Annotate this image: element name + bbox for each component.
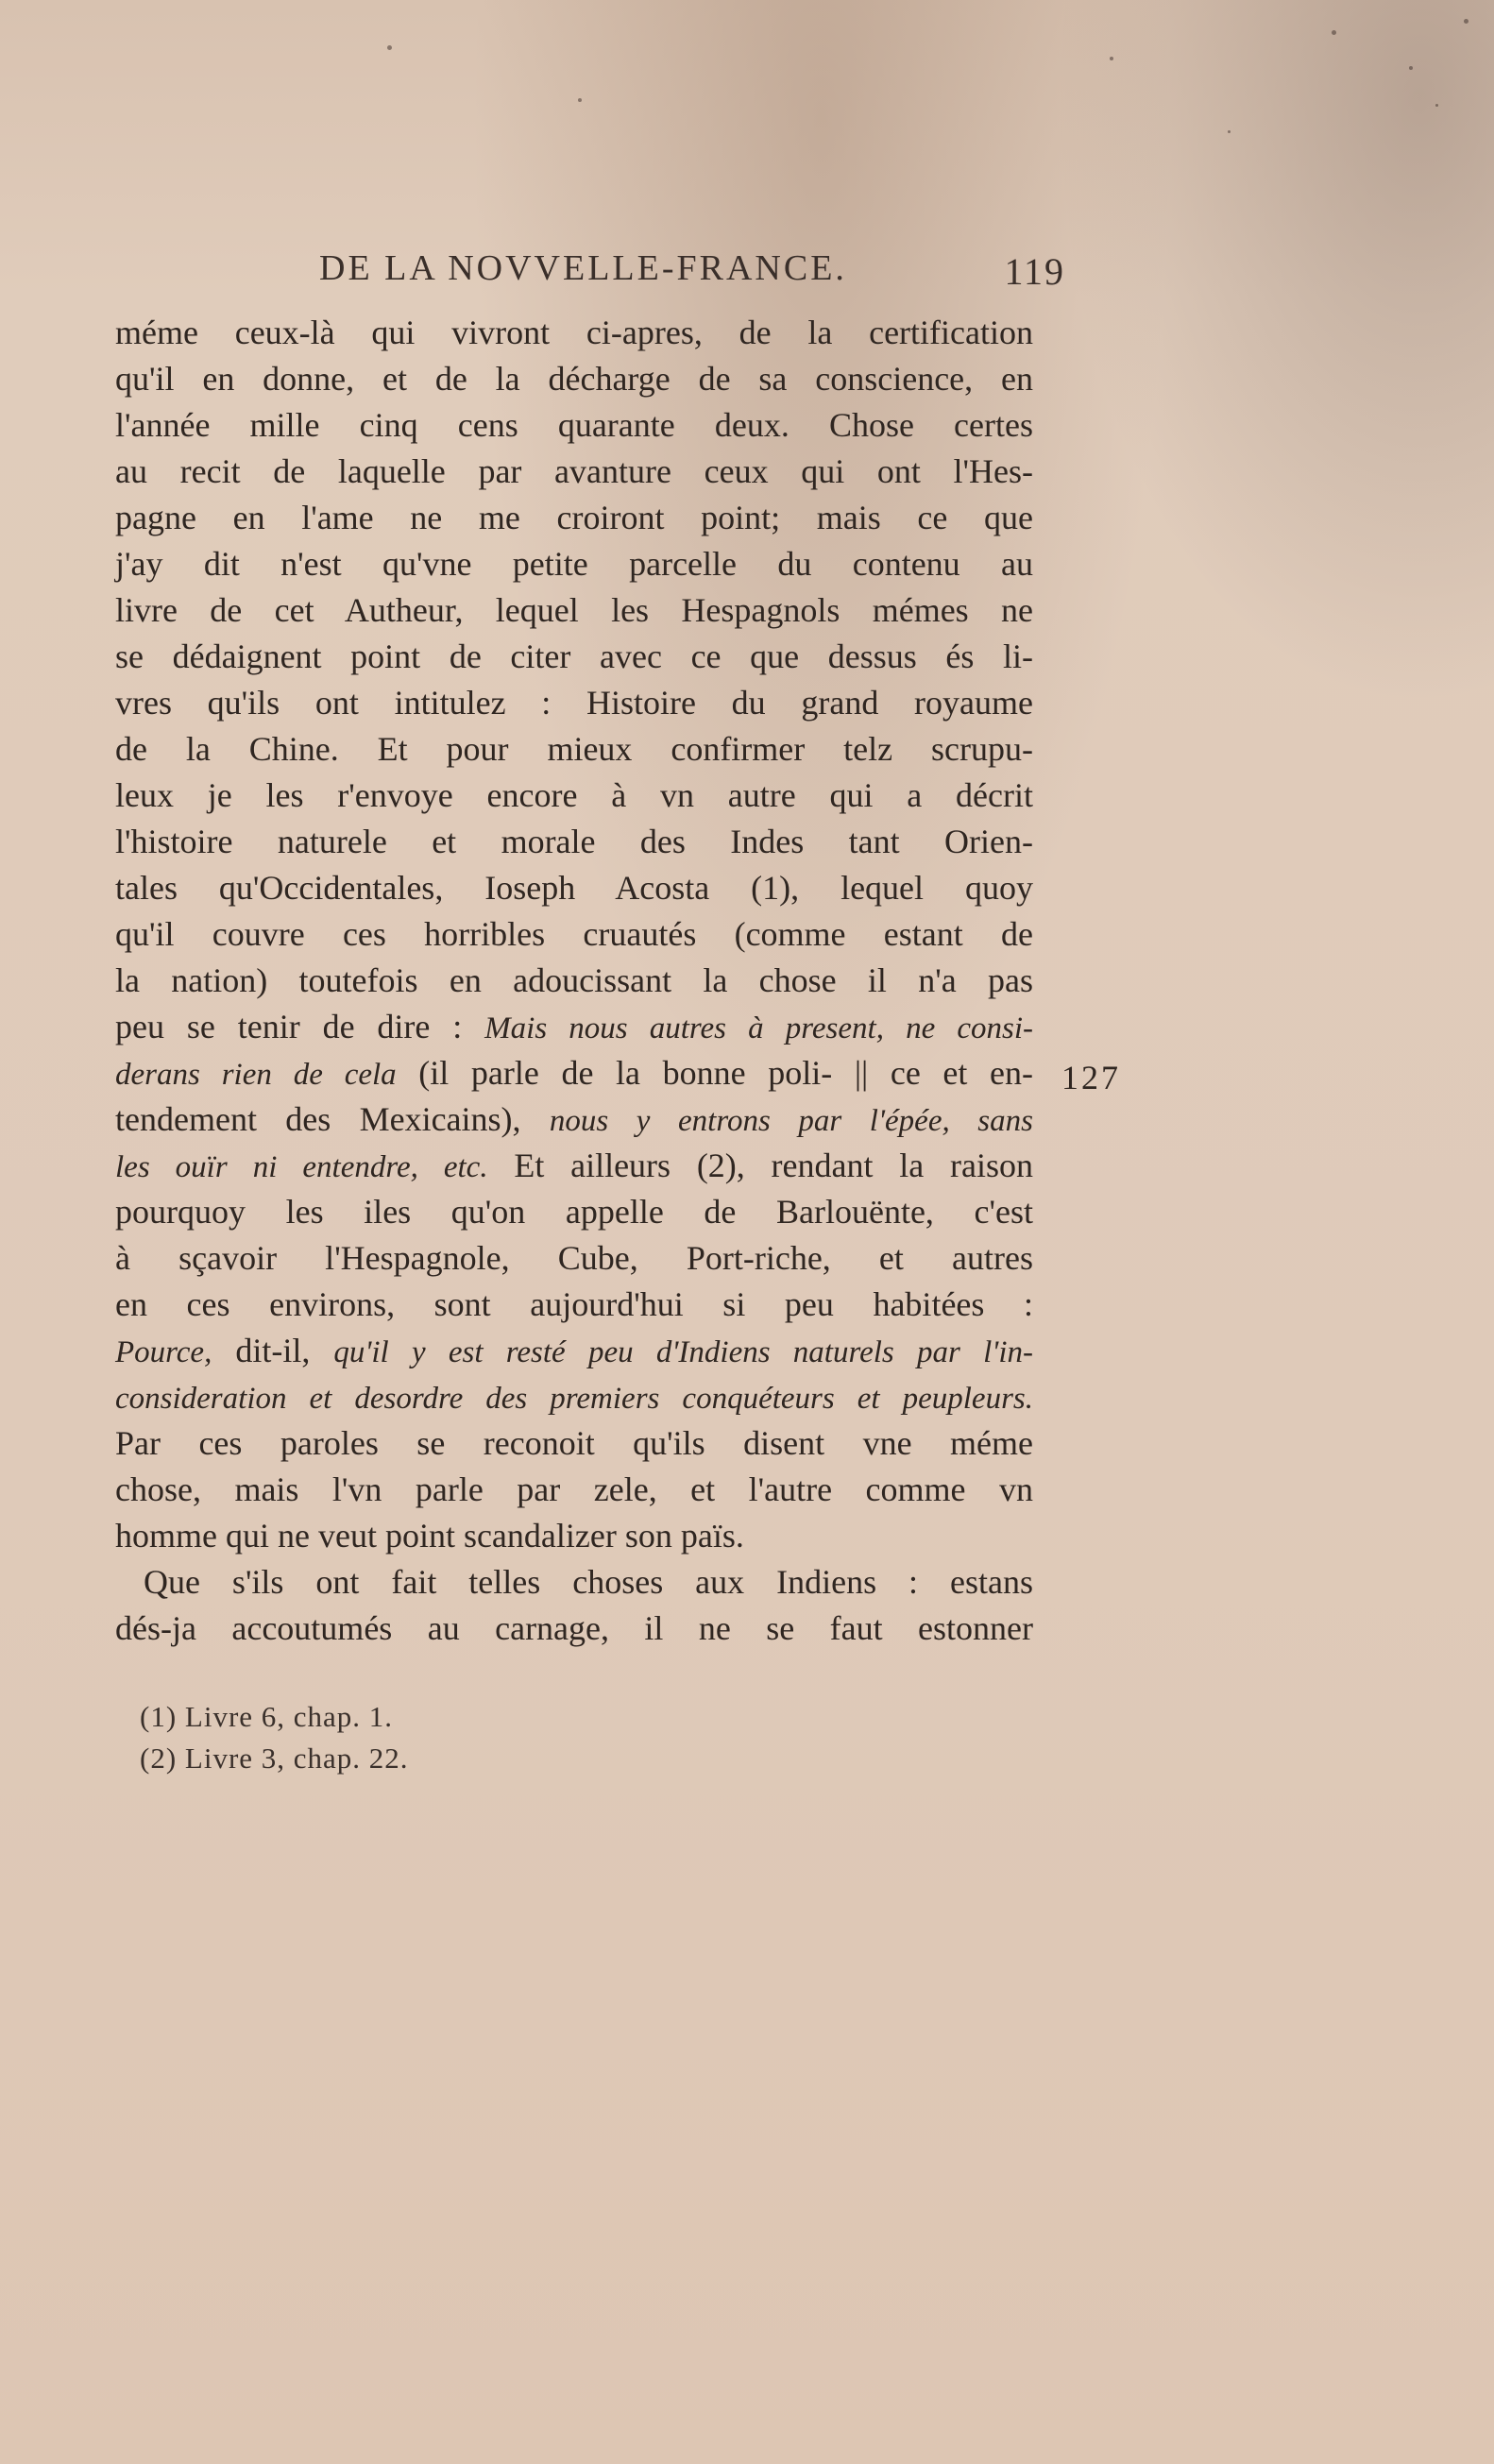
text-line: pagne en l'ame ne me croiront point; mais ce que [115, 499, 1033, 536]
text-line: chose, mais l'vn parle par zele, et l'autre comme vn [115, 1470, 1033, 1508]
foxing-spot [1228, 130, 1231, 133]
text-line: tales qu'Occidentales, Ioseph Acosta (1), lequel quoy [115, 869, 1033, 907]
text-line: derans rien de cela (il parle de la bonne poli- || ce et en- [115, 1054, 1033, 1092]
italic-quote: consideration et desordre des premiers conquéteurs et peupleurs. [115, 1382, 1033, 1416]
text-line: à sçavoir l'Hespagnole, Cube, Port-riche, et autres [115, 1239, 1033, 1277]
italic-quote: qu'il y est resté peu d'Indiens naturels par l'in- [333, 1335, 1033, 1369]
italic-quote: nous y entrons par l'épée, sans [549, 1104, 1033, 1138]
text-line: qu'il en donne, et de la décharge de sa conscience, en [115, 360, 1033, 398]
text-line: en ces environs, sont aujourd'hui si peu habitées : [115, 1285, 1033, 1323]
text-line: qu'il couvre ces horribles cruautés (comme estant de [115, 915, 1033, 953]
running-title: DE LA NOVVELLE-FRANCE. [319, 248, 847, 288]
page-number: 119 [1004, 250, 1065, 293]
text-line: homme qui ne veut point scandalizer son païs. [115, 1517, 744, 1555]
foxing-spot [1435, 104, 1438, 107]
margin-page-number: 127 [1061, 1059, 1121, 1096]
foxing-spot [578, 98, 582, 102]
italic-quote: Mais nous autres à present, ne consi- [484, 1011, 1033, 1045]
foxing-spot [1464, 19, 1469, 24]
text-line: tendement des Mexicains), nous y entrons par l'épée, sans [115, 1100, 1033, 1138]
text-line [115, 1374, 1033, 1420]
text-line: au recit de laquelle par avanture ceux qui ont l'Hes- [115, 452, 1033, 490]
text-line: Que s'ils ont fait telles choses aux Indiens : estans [144, 1563, 1033, 1601]
italic-quote: Pource, [115, 1335, 212, 1369]
foxing-spot [1409, 66, 1413, 70]
body-text [115, 310, 1033, 1652]
footnotes [140, 1696, 801, 1779]
text-line: les ouïr ni entendre, etc. Et ailleurs (2), rendant la raison [115, 1147, 1033, 1184]
text-line: Pource, dit-il, qu'il y est resté peu d'Indiens naturels par l'in- [115, 1332, 1033, 1369]
foxing-spot [1110, 57, 1113, 60]
footnote: (1) Livre 6, chap. 1. [140, 1700, 394, 1733]
text-line: peu se tenir de dire : Mais nous autres à present, ne consi- [115, 1008, 1033, 1045]
text-line: de la Chine. Et pour mieux confirmer telz scrupu- [115, 730, 1033, 768]
text-line: l'histoire naturele et morale des Indes tant Orien- [115, 823, 1033, 860]
text-line: vres qu'ils ont intitulez : Histoire du grand royaume [115, 684, 1033, 722]
text-line: méme ceux-là qui vivront ci-apres, de la certification [115, 314, 1033, 351]
text-line: Par ces paroles se reconoit qu'ils disent vne méme [115, 1424, 1033, 1462]
text-line: livre de cet Autheur, lequel les Hespagnols mémes ne [115, 591, 1033, 629]
italic-quote: derans rien de cela [115, 1058, 397, 1092]
foxing-spot [387, 45, 392, 50]
text-line: se dédaignent point de citer avec ce que dessus és li- [115, 637, 1033, 675]
text-line: leux je les r'envoye encore à vn autre qui a décrit [115, 776, 1033, 814]
text-line: j'ay dit n'est qu'vne petite parcelle du contenu au [115, 545, 1033, 583]
italic-quote: les ouïr ni entendre, etc. [115, 1150, 488, 1184]
text-line: l'année mille cinq cens quarante deux. Chose certes [115, 406, 1033, 444]
text-line: pourquoy les iles qu'on appelle de Barlouënte, c'est [115, 1193, 1033, 1231]
text-line: la nation) toutefois en adoucissant la chose il n'a pas [115, 961, 1033, 999]
foxing-spot [1332, 30, 1336, 35]
text-line: dés-ja accoutumés au carnage, il ne se faut estonner [115, 1609, 1033, 1647]
running-head [319, 247, 1065, 304]
footnote: (2) Livre 3, chap. 22. [140, 1742, 409, 1775]
